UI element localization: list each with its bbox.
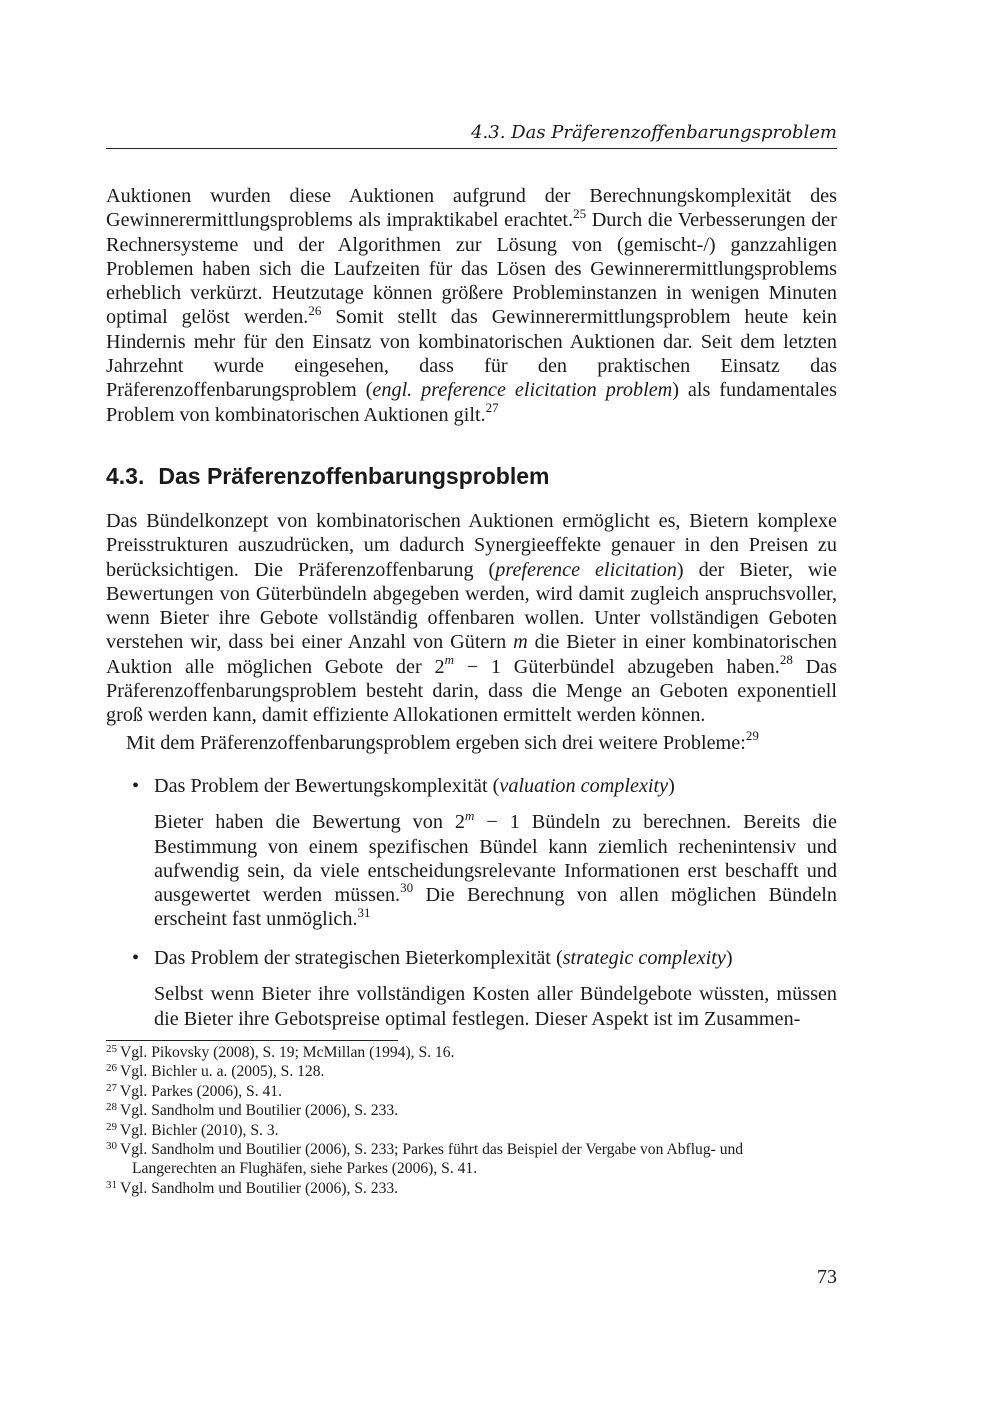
- bullet-icon: •: [132, 947, 140, 969]
- text-run: − 1 Güterbündel abzugeben haben.: [453, 655, 780, 678]
- text-run: Das Präferenzoffenbarungsproblem besteht darin, dass die Menge an Geboten exponentiell groß werden kann, damit effiziente Allokationen ermittelt werden können.: [106, 655, 837, 727]
- italic-term: strategic complexity: [562, 947, 726, 969]
- footnote-mark: 28: [106, 1101, 117, 1114]
- footnote-mark: 31: [106, 1178, 117, 1191]
- text-run: − 1 Bündeln zu berechnen. Bereits die Bestimmung von einem spezifischen Bündel kann ziemlich rechenintensiv und aufwendig sein, da viele entscheidungsrelevante Informationen erst beschafft und ausgewertet werden müssen.: [154, 811, 837, 907]
- list-item-heading: [106, 946, 837, 970]
- list-item-body: [106, 982, 837, 1031]
- footnote: [106, 1121, 837, 1140]
- text-run: die Bieter in einer kombinatorischen Auktion alle möglichen Gebote der 2: [106, 631, 837, 678]
- math-variable: m: [444, 652, 454, 668]
- text-run: Das Problem der Bewertungskomplexität (: [154, 775, 500, 797]
- footnote-text: Vgl. Sandholm und Boutilier (2006), S. 233; Parkes führt das Beispiel der Vergabe von Abflug- und: [120, 1141, 744, 1159]
- footnote-text: Vgl. Sandholm und Boutilier (2006), S. 233.: [120, 1179, 399, 1197]
- footnote-rule: [106, 1040, 398, 1041]
- text-run: Somit stellt das Gewinnerermittlungsproblem heute kein Hindernis mehr für den Einsatz von kombinatorischen Auktionen dar. Seit dem letzten Jahrzehnt wurde eingesehen, dass für den praktischen Einsatz das Präferenzoffenbarungsproblem (: [106, 306, 837, 402]
- footnote: [106, 1140, 837, 1179]
- paragraph: [106, 728, 837, 755]
- footnote-ref[interactable]: 26: [308, 302, 322, 318]
- header-rule: [106, 148, 837, 149]
- paragraph-continuation: [106, 184, 837, 427]
- footnote-text: Vgl. Bichler (2010), S. 3.: [120, 1121, 279, 1139]
- footnote-ref[interactable]: 30: [400, 880, 414, 896]
- text-run: ) der Bieter, wie Bewertungen von Güterbündeln abgegeben werden, wird damit zugleich anspruchsvoller, wenn Bieter ihre Gebote vollständig offenbaren wollen. Unter vollständigen Geboten verstehen wir, dass bei einer Anzahl von Gütern: [106, 558, 838, 654]
- footnote-mark: 26: [106, 1062, 117, 1075]
- footnote-ref[interactable]: 28: [779, 652, 793, 668]
- running-header: 4.3. Das Präferenzoffenbarungsproblem: [471, 122, 837, 143]
- italic-term: valuation complexity: [499, 775, 669, 797]
- text-run: Das Bündelkonzept von kombinatorischen Auktionen ermöglicht es, Bietern komplexe Preisstrukturen auszudrücken, um dadurch Synergieeffekte genauer in den Preisen zu berücksichtigen. Die Präferenzoffenbarung (: [106, 510, 837, 581]
- footnote: [106, 1062, 837, 1081]
- math-variable: m: [513, 631, 528, 654]
- math-variable: m: [465, 807, 475, 823]
- text-run: Auktionen wurden diese Auktionen aufgrund der Berechnungskomplexität des Gewinnerermittlungsproblems als impraktikabel erachtet.: [106, 185, 837, 232]
- text-run: Die Berechnung von allen möglichen Bündeln erscheint fast unmöglich.: [154, 884, 837, 931]
- footnote-ref[interactable]: 27: [485, 399, 499, 415]
- text-run: ): [725, 947, 733, 969]
- list-item-heading: [106, 774, 837, 798]
- text-run: Mit dem Präferenzoffenbarungsproblem ergeben sich drei weitere Probleme:: [126, 732, 746, 754]
- section-number: 4.3.: [106, 463, 145, 489]
- text-run: ): [668, 775, 675, 797]
- footnote-text: Vgl. Sandholm und Boutilier (2006), S. 233.: [120, 1102, 399, 1120]
- footnote-mark: 25: [106, 1043, 117, 1055]
- footnote-text: Vgl. Bichler u. a. (2005), S. 128.: [120, 1063, 325, 1081]
- text-run: Bieter haben die Bewertung von 2: [154, 811, 466, 834]
- list-item: [106, 946, 837, 1031]
- footnote: [106, 1082, 837, 1101]
- footnote-ref[interactable]: 29: [745, 728, 759, 744]
- italic-term: preference elicitation: [495, 558, 677, 581]
- text-run: Durch die Verbesserungen der Rechnersysteme und der Algorithmen zur Lösung von (gemischt-/) ganzzahligen Problemen haben sich die Laufzeiten für das Lösen des Gewinnerermittlungsproblems erheblich verkürzt. Heutzutage können größere Probleminstanzen in wenigen Minuten optimal gelöst werden.: [106, 209, 837, 329]
- text-run: ) als fundamentales Problem von kombinatorischen Auktionen gilt.: [106, 379, 837, 426]
- footnote-ref[interactable]: 25: [573, 205, 587, 221]
- footnotes: [106, 1043, 837, 1198]
- footnote-text: Vgl. Pikovsky (2008), S. 19; McMillan (1994), S. 16.: [120, 1044, 455, 1061]
- footnote: [106, 1101, 837, 1120]
- list-item-body: [106, 807, 837, 931]
- italic-term: engl. preference elicitation problem: [372, 379, 673, 402]
- section-title: Das Präferenzoffenbarungsproblem: [158, 463, 550, 489]
- page-number: 73: [817, 1266, 837, 1288]
- footnote-mark: 27: [106, 1081, 117, 1094]
- bullet-icon: •: [132, 775, 140, 797]
- math-exponent: [445, 652, 454, 667]
- section-heading: [106, 462, 549, 490]
- footnote: [106, 1043, 837, 1062]
- text-run: Das Problem der strategischen Bieterkomplexität (: [154, 947, 563, 969]
- text-run: Selbst wenn Bieter ihre vollständigen Kosten aller Bündelgebote wüssten, müssen die Bieter ihre Gebotspreise optimal festlegen. Dieser Aspekt ist im Zusammen-: [154, 983, 837, 1030]
- paragraph: [106, 509, 837, 728]
- list-item: [106, 774, 837, 932]
- math-exponent: [465, 808, 474, 823]
- footnote-text: Vgl. Parkes (2006), S. 41.: [120, 1082, 282, 1100]
- footnote-continuation: Langerechten an Flughäfen, siehe Parkes (2006), S. 41.: [132, 1160, 478, 1178]
- footnote: [106, 1179, 837, 1198]
- footnote-ref[interactable]: 31: [357, 904, 371, 920]
- footnote-mark: 30: [106, 1140, 117, 1153]
- footnote-mark: 29: [106, 1120, 117, 1133]
